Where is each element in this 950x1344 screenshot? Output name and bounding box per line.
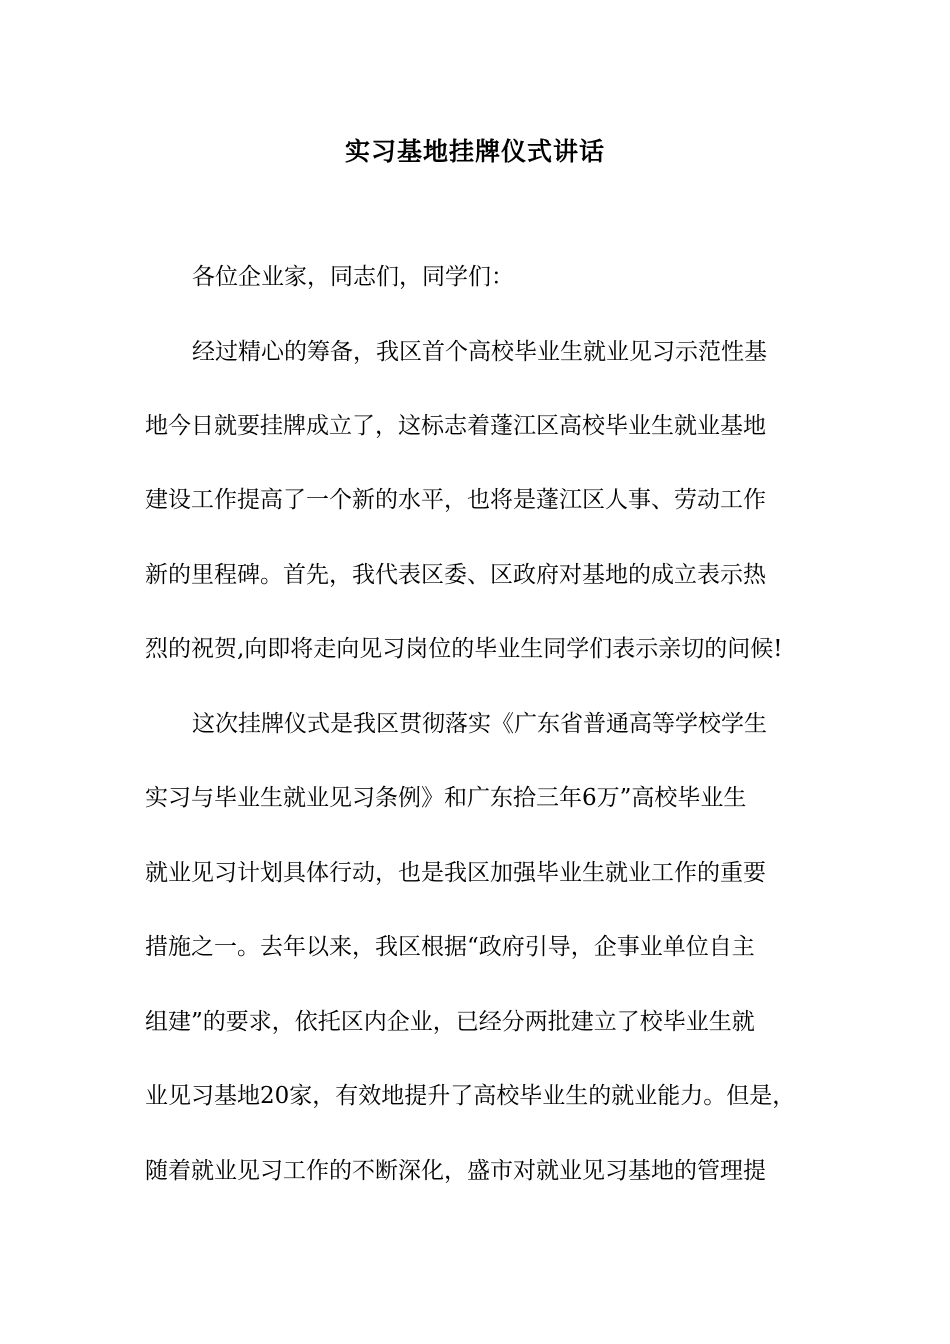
salutation-line: 各位企业家，同志们，同学们： bbox=[192, 264, 514, 290]
paragraph-line: 新的里程碑。首先，我代表区委、区政府对基地的成立表示热 bbox=[145, 562, 766, 588]
paragraph-line: 业见习基地20家，有效地提升了高校毕业生的就业能力。但是， bbox=[145, 1083, 796, 1109]
paragraph-line: 经过精心的筹备，我区首个高校毕业生就业见习示范性基 bbox=[192, 339, 767, 365]
paragraph-line: 随着就业见习工作的不断深化，盛市对就业见习基地的管理提 bbox=[145, 1158, 766, 1184]
paragraph-line: 地今日就要挂牌成立了，这标志着蓬江区高校毕业生就业基地 bbox=[145, 413, 766, 439]
paragraph-line: 建设工作提高了一个新的水平，也将是蓬江区人事、劳动工作 bbox=[145, 487, 766, 513]
paragraph-line: 这次挂牌仪式是我区贯彻落实《广东省普通高等学校学生 bbox=[192, 711, 767, 737]
paragraph-line: 实习与毕业生就业见习条例》和广东拾三年6万”高校毕业生 bbox=[145, 785, 747, 811]
paragraph-line: 组建”的要求，依托区内企业，已经分两批建立了校毕业生就 bbox=[145, 1009, 755, 1035]
paragraph-line: 措施之一。去年以来，我区根据“政府引导，企事业单位自主 bbox=[145, 934, 755, 960]
paragraph-line: 就业见习计划具体行动，也是我区加强毕业生就业工作的重要 bbox=[145, 860, 766, 886]
document-title: 实习基地挂牌仪式讲话 bbox=[344, 137, 605, 166]
paragraph-line: 烈的祝贺,向即将走向见习岗位的毕业生同学们表示亲切的问候! bbox=[145, 636, 783, 662]
